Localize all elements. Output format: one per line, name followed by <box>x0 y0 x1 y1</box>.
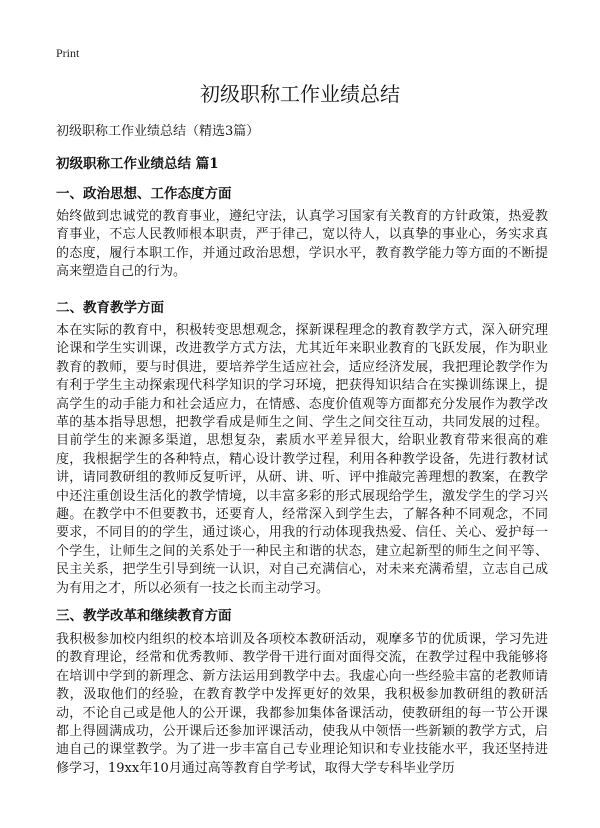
section-body-2: 本在实际的教育中，积极转变思想观念，探新课程理念的教育教学方式，深入研究理论课和学生实训课，改进教学方式方法，尤其近年来职业教育的飞跃发展，作为职业教育的教师，要与时俱进，要培养学生适应社会，适应经济发展，我把理论教学作为有利于学生主动探索现代科学知识的学习环境，把获得知识结合在实操训练课上，提高学生的动手能力和社会适应力，在情感、态度价值观等方面都充分发展作为教学改革的基本指导思想，把教学看成是师生之间、学生之间交往互动，共同发展的过程。目前学生的来源多渠道，思想复杂，素质水平差异很大，给职业教育带来很高的难度，我根据学生的各种特点，精心设计教学过程，利用各种教学设备，先进行教材试讲，请同教研组的教师反复听评，从研、讲、听、评中推敲完善理想的教案，在教学中还注重创设生活化的教学情境，以丰富多彩的形式展现给学生，激发学生的学习兴趣。在教学中不但要教书，还要育人，经常深入到学生去，了解各种不同观念，不同要求，不同目的的学生，通过谈心，用我的行动体现我热爱、信任、关心、爱护每一个学生，让师生之间的关系处于一种民主和谐的状态，建立起新型的师生之间平等、民主关系，把学生引导到统一认识，对自己充满信心，对未来充满希望，立志自己成为有用之才，所以必须有一技之长而主动学习。 <box>56 323 548 596</box>
section-body-3: 我积极参加校内组织的校本培训及各项校本教研活动，观摩多节的优质课，学习先进的教育理论，经常和优秀教师、教学骨干进行面对面得交流，在教学过程中我能够将在培训中学到的新理念、新方法运用到教学中去。我虚心向一些经验丰富的老教师请教，汲取他们的经验，在教育教学中发挥更好的效果，我积极参加教研组的教研活动，不论自己或是他人的公开课，我都参加集体备课活动，使教研组的每一节公开课都上得圆满成功，公开课后还参加评课活动，使我从中领悟一些新颖的教学方式，启迪自己的课堂教学。为了进一步丰富自己专业理论知识和专业技能水平，我还坚持进修学习，19xx年10月通过高等教育自学考试，取得大学专科毕业学历 <box>56 632 548 776</box>
section-heading-1: 一、政治思想、工作态度方面 <box>56 186 232 202</box>
article-heading: 初级职称工作业绩总结 篇1 <box>56 156 219 172</box>
section-heading-2: 二、教育教学方面 <box>56 300 164 316</box>
document-title: 初级职称工作业绩总结 <box>200 82 400 106</box>
section-body-1: 始终做到忠诚党的教育事业，遵纪守法，认真学习国家有关教育的方针政策，热爱教育事业，不忘人民教师根本职责，严于律己，宽以待人，以真挚的事业心，务实求真的态度，履行本职工作，并通过政治思想，学识水平，教育教学能力等方面的不断提高来塑造自己的行为。 <box>56 209 548 280</box>
document-subtitle: 初级职称工作业绩总结（精选3篇） <box>56 124 260 139</box>
print-label: Print <box>56 46 80 60</box>
section-heading-3: 三、教学改革和继续教育方面 <box>56 608 232 624</box>
